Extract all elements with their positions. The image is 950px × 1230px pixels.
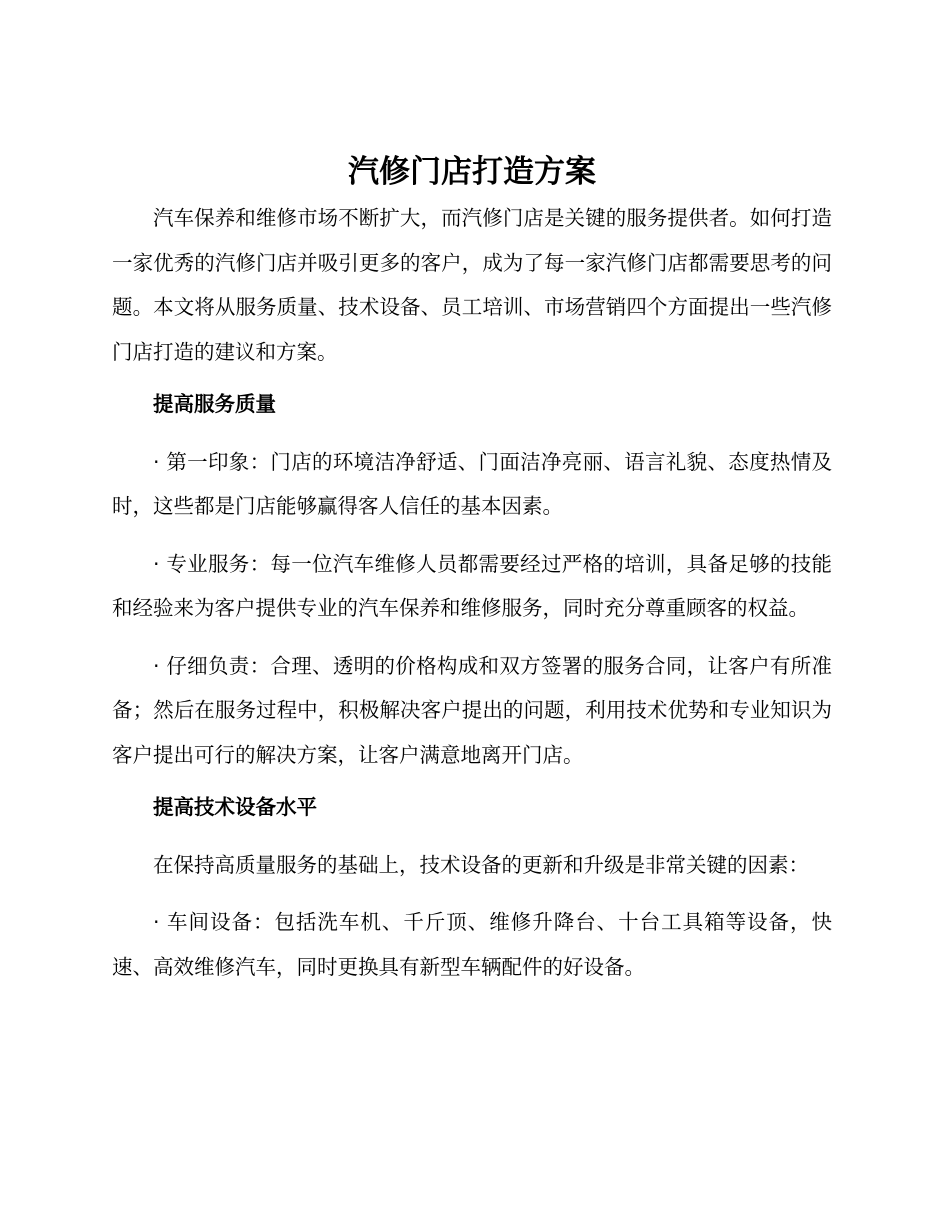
spacer bbox=[112, 427, 832, 440]
spacer bbox=[112, 887, 832, 900]
spacer bbox=[112, 529, 832, 542]
intro-paragraph: 汽车保养和维修市场不断扩大，而汽修门店是关键的服务提供者。如何打造一家优秀的汽修门店并吸引更多的客户，成为了每一家汽修门店都需要思考的问题。本文将从服务质量、技术设备、员工培训、市场营销四个方面提出一些汽修门店打造的建议和方案。 bbox=[112, 206, 832, 364]
spacer bbox=[112, 374, 832, 382]
list-item: · 车间设备：包括洗车机、千斤顶、维修升降台、十台工具箱等设备，快速、高效维修汽车，同时更换具有新型车辆配件的好设备。 bbox=[112, 910, 832, 979]
list-item: · 仔细负责：合理、透明的价格构成和双方签署的服务合同，让客户有所准备；然后在服务过程中，积极解决客户提出的问题，利用技术优势和专业知识为客户提出可行的解决方案，让客户满意地离开门店。 bbox=[112, 653, 832, 767]
section-heading-equipment: 提高技术设备水平 bbox=[153, 795, 317, 819]
list-item: · 专业服务：每一位汽车维修人员都需要经过严格的培训，具备足够的技能和经验来为客户提供专业的汽车保养和维修服务，同时充分尊重顾客的权益。 bbox=[112, 551, 832, 620]
section-intro-paragraph: 在保持高质量服务的基础上，技术设备的更新和升级是非常关键的因素： bbox=[153, 852, 809, 877]
spacer bbox=[112, 631, 832, 644]
spacer bbox=[112, 777, 832, 785]
list-item: · 第一印象：门店的环境洁净舒适、门面洁净亮丽、语言礼貌、态度热情及时，这些都是门店能够赢得客人信任的基本因素。 bbox=[112, 449, 832, 518]
section-heading-service-quality: 提高服务质量 bbox=[153, 392, 276, 416]
document-body bbox=[112, 148, 832, 989]
spacer bbox=[112, 830, 832, 843]
document-title: 汽修门店打造方案 bbox=[348, 154, 596, 190]
